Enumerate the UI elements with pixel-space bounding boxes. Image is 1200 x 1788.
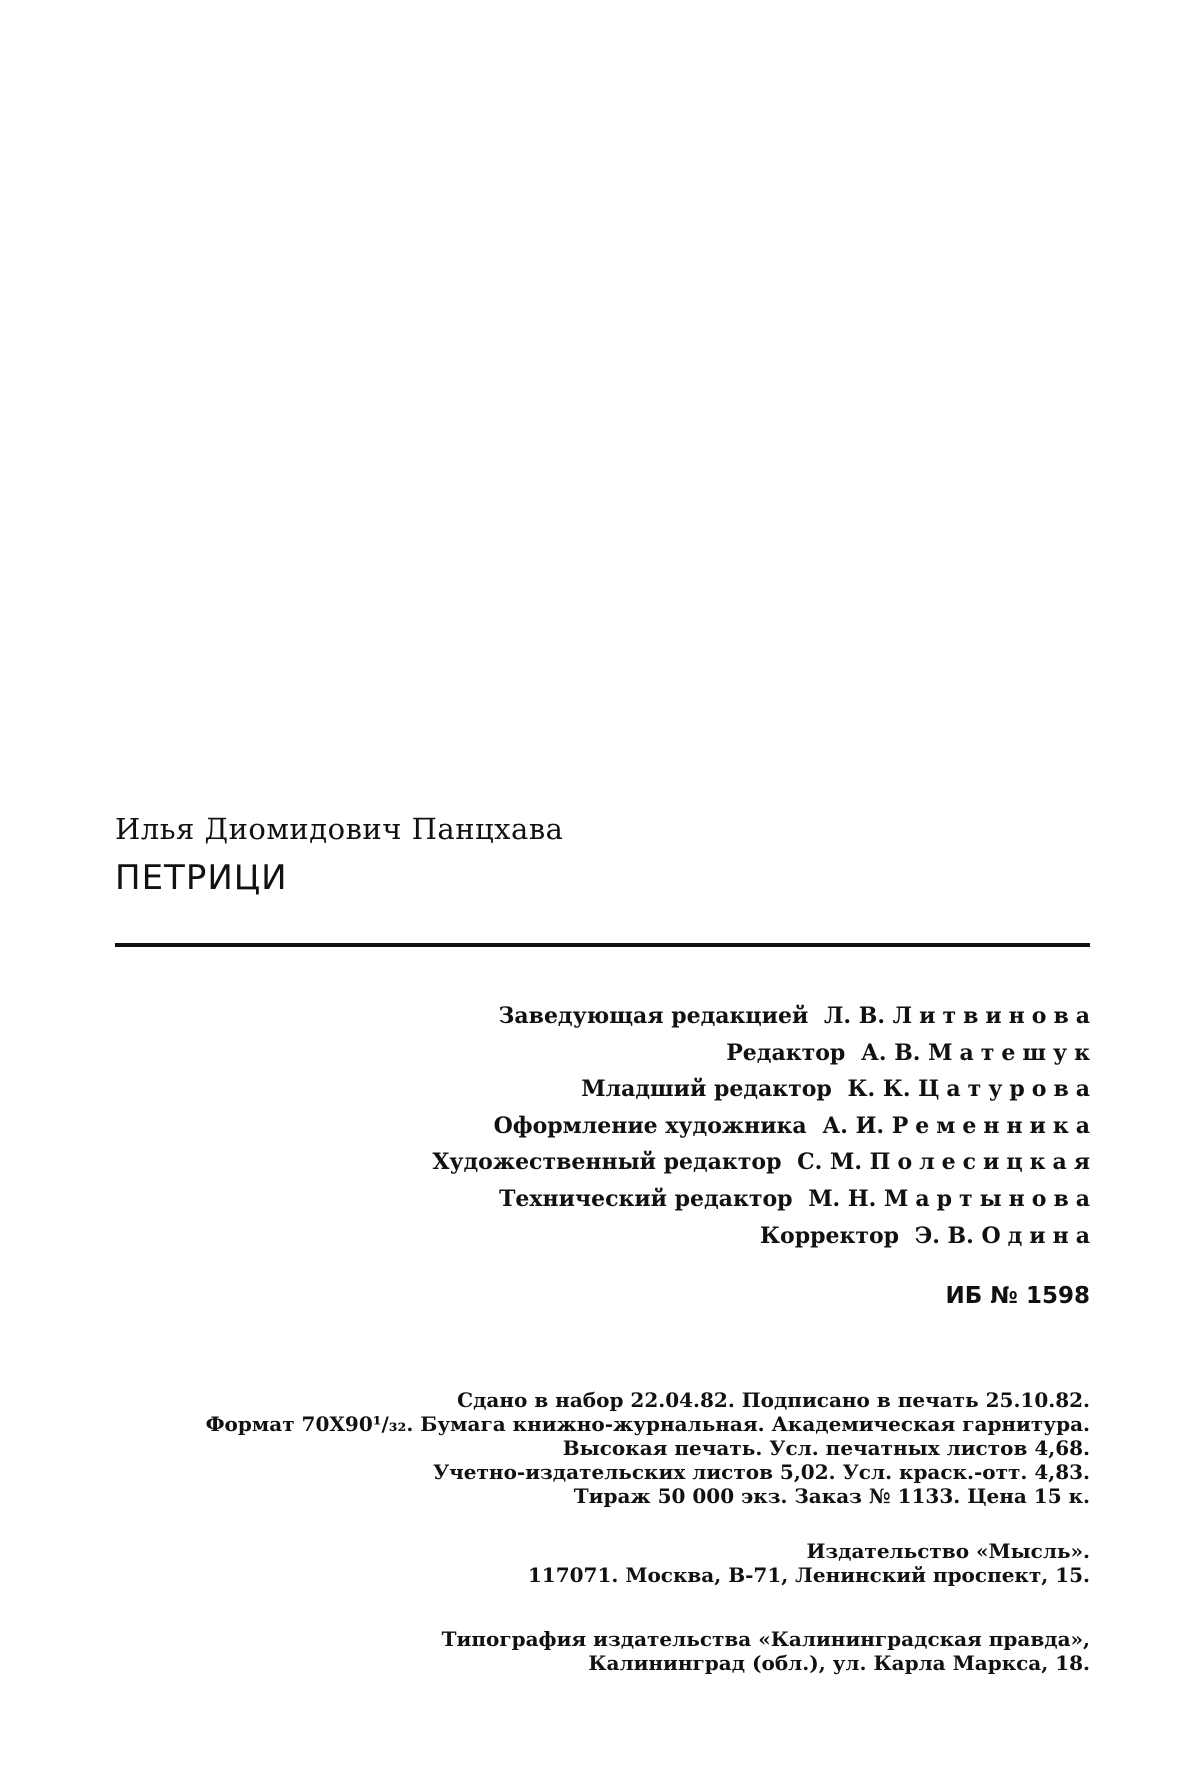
credit-surname: Ременника [891, 1112, 1097, 1139]
credit-role: Художественный редактор [432, 1149, 782, 1176]
credit-surname: Матешук [928, 1039, 1097, 1066]
credit-line [190, 1144, 1097, 1181]
printing-line: Формат 70X90¹/₃₂. Бумага книжно-журнальная. Академическая гарнитура. [205, 1412, 1090, 1436]
printing-house-line: Калининград (обл.), ул. Карла Маркса, 18. [588, 1651, 1090, 1675]
book-title: ПЕТРИЦИ [115, 858, 288, 898]
credit-line [190, 1071, 1097, 1108]
credit-surname: Мартынова [884, 1185, 1097, 1212]
credit-line [190, 1218, 1097, 1255]
credit-line [190, 1181, 1097, 1218]
credit-initials: А. И. [822, 1112, 885, 1139]
credits-block [190, 998, 1097, 1254]
credit-role: Оформление художника [493, 1112, 807, 1139]
credit-initials: К. К. [847, 1076, 911, 1103]
author-name: Илья Диомидович Панцхава [115, 812, 564, 846]
credit-surname: Цатурова [918, 1076, 1097, 1103]
credit-role: Корректор [760, 1222, 900, 1249]
ib-number: ИБ № 1598 [945, 1283, 1090, 1309]
credit-surname: Одина [981, 1222, 1097, 1249]
credit-line [190, 998, 1097, 1035]
credit-line [190, 1035, 1097, 1072]
credit-role: Заведующая редакцией [498, 1003, 809, 1029]
credit-role: Младший редактор [581, 1076, 832, 1103]
publisher-block [90, 1539, 1090, 1587]
credit-role: Технический редактор [499, 1185, 793, 1212]
credit-role: Редактор [726, 1039, 846, 1066]
credit-line [190, 1108, 1097, 1145]
printing-house-block [90, 1627, 1090, 1675]
credit-surname: Полесицкая [869, 1149, 1097, 1176]
publisher-line: Издательство «Мысль». [806, 1539, 1090, 1563]
credit-initials: М. Н. [808, 1185, 877, 1212]
credit-initials: С. М. [797, 1149, 862, 1176]
printing-line: Учетно-издательских листов 5,02. Усл. краск.-отт. 4,83. [432, 1460, 1090, 1484]
printing-details [90, 1388, 1090, 1508]
credit-initials: Э. В. [914, 1222, 974, 1249]
printing-line: Сдано в набор 22.04.82. Подписано в печать 25.10.82. [457, 1388, 1090, 1412]
credit-initials: Л. В. [823, 1003, 885, 1029]
printing-house-line: Типография издательства «Калининградская правда», [441, 1627, 1090, 1651]
printing-line: Тираж 50 000 экз. Заказ № 1133. Цена 15 к. [573, 1484, 1090, 1508]
printing-line: Высокая печать. Усл. печатных листов 4,68. [562, 1436, 1090, 1460]
credit-initials: А. В. [860, 1039, 921, 1066]
credit-surname: Литвинова [892, 1003, 1097, 1029]
divider-rule [115, 943, 1090, 947]
publisher-line: 117071. Москва, В-71, Ленинский проспект, 15. [527, 1563, 1090, 1587]
